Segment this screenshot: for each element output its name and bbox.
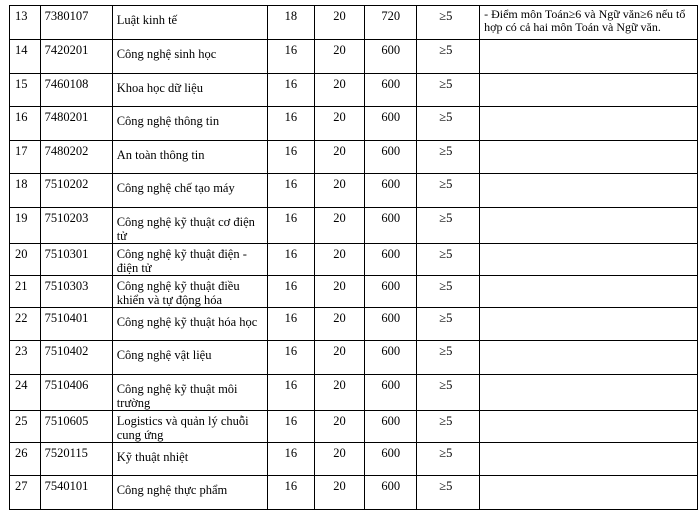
major-code-cell: 7520115 [40,442,112,476]
row-number-cell: 27 [10,476,41,510]
major-code-cell: 7510402 [40,341,112,375]
note-cell [480,442,698,476]
note-cell [480,140,698,174]
major-name-cell: Luật kinh tế [112,6,267,40]
score-b-cell: 20 [314,410,365,442]
major-name-cell: Công nghệ thực phẩm [112,476,267,510]
note-cell [480,374,698,410]
score-a-cell: 16 [267,140,314,174]
major-name-cell: Công nghệ kỹ thuật môi trường [112,374,267,410]
score-c-cell: 600 [365,73,417,107]
score-c-cell: 600 [365,341,417,375]
score-b-cell: 20 [314,107,365,141]
row-number-cell: 18 [10,174,41,208]
note-cell [480,207,698,243]
score-b-cell: 20 [314,476,365,510]
score-a-cell: 16 [267,374,314,410]
score-b-cell: 20 [314,307,365,341]
condition-cell: ≥5 [417,374,480,410]
major-name-cell: Công nghệ kỹ thuật điều khiển và tự động hóa [112,275,267,307]
condition-cell: ≥5 [417,140,480,174]
score-c-cell: 600 [365,40,417,74]
score-c-cell: 600 [365,174,417,208]
score-b-cell: 20 [314,341,365,375]
score-b-cell: 20 [314,275,365,307]
table-body [10,6,698,510]
note-cell [480,73,698,107]
condition-cell: ≥5 [417,40,480,74]
table-row [10,40,698,74]
major-code-cell: 7510202 [40,174,112,208]
score-c-cell: 600 [365,307,417,341]
table-row [10,73,698,107]
table-row [10,275,698,307]
score-b-cell: 20 [314,40,365,74]
table-row [10,107,698,141]
row-number-cell: 21 [10,275,41,307]
major-name-cell: Công nghệ kỹ thuật điện - điện tử [112,243,267,275]
score-a-cell: 16 [267,174,314,208]
major-code-cell: 7510303 [40,275,112,307]
condition-cell: ≥5 [417,275,480,307]
note-cell [480,243,698,275]
row-number-cell: 14 [10,40,41,74]
score-b-cell: 20 [314,6,365,40]
row-number-cell: 16 [10,107,41,141]
admission-table [9,5,698,510]
major-name-cell: Khoa học dữ liệu [112,73,267,107]
row-number-cell: 20 [10,243,41,275]
score-b-cell: 20 [314,207,365,243]
score-a-cell: 16 [267,73,314,107]
major-code-cell: 7510401 [40,307,112,341]
row-number-cell: 13 [10,6,41,40]
score-a-cell: 16 [267,307,314,341]
row-number-cell: 24 [10,374,41,410]
table-row [10,6,698,40]
condition-cell: ≥5 [417,410,480,442]
note-cell [480,107,698,141]
score-b-cell: 20 [314,442,365,476]
row-number-cell: 19 [10,207,41,243]
major-code-cell: 7510301 [40,243,112,275]
major-code-cell: 7380107 [40,6,112,40]
table-row [10,140,698,174]
major-code-cell: 7510406 [40,374,112,410]
major-code-cell: 7460108 [40,73,112,107]
major-name-cell: An toàn thông tin [112,140,267,174]
major-name-cell: Kỹ thuật nhiệt [112,442,267,476]
major-code-cell: 7540101 [40,476,112,510]
score-b-cell: 20 [314,174,365,208]
major-code-cell: 7480202 [40,140,112,174]
table-row [10,374,698,410]
score-a-cell: 16 [267,207,314,243]
table-row [10,442,698,476]
condition-cell: ≥5 [417,476,480,510]
condition-cell: ≥5 [417,107,480,141]
row-number-cell: 15 [10,73,41,107]
score-a-cell: 16 [267,107,314,141]
score-b-cell: 20 [314,243,365,275]
condition-cell: ≥5 [417,6,480,40]
condition-cell: ≥5 [417,307,480,341]
score-c-cell: 600 [365,476,417,510]
major-name-cell: Công nghệ chế tạo máy [112,174,267,208]
note-cell [480,476,698,510]
note-cell [480,174,698,208]
score-a-cell: 16 [267,476,314,510]
score-c-cell: 600 [365,140,417,174]
score-a-cell: 16 [267,40,314,74]
major-name-cell: Công nghệ sinh học [112,40,267,74]
table-row [10,410,698,442]
condition-cell: ≥5 [417,442,480,476]
score-c-cell: 720 [365,6,417,40]
score-b-cell: 20 [314,140,365,174]
major-name-cell: Logistics và quản lý chuỗi cung ứng [112,410,267,442]
note-cell [480,307,698,341]
condition-cell: ≥5 [417,174,480,208]
score-c-cell: 600 [365,442,417,476]
score-b-cell: 20 [314,73,365,107]
note-cell [480,40,698,74]
score-c-cell: 600 [365,243,417,275]
table-row [10,243,698,275]
score-a-cell: 18 [267,6,314,40]
table-row [10,341,698,375]
condition-cell: ≥5 [417,207,480,243]
table-row [10,307,698,341]
score-a-cell: 16 [267,275,314,307]
score-c-cell: 600 [365,107,417,141]
score-a-cell: 16 [267,341,314,375]
table-row [10,207,698,243]
major-name-cell: Công nghệ kỹ thuật hóa học [112,307,267,341]
table-row [10,476,698,510]
row-number-cell: 25 [10,410,41,442]
note-cell [480,275,698,307]
table-row [10,174,698,208]
major-name-cell: Công nghệ vật liệu [112,341,267,375]
major-code-cell: 7420201 [40,40,112,74]
condition-cell: ≥5 [417,341,480,375]
row-number-cell: 22 [10,307,41,341]
row-number-cell: 23 [10,341,41,375]
score-a-cell: 16 [267,243,314,275]
score-a-cell: 16 [267,442,314,476]
admission-table-sheet [9,5,698,510]
note-cell [480,341,698,375]
condition-cell: ≥5 [417,243,480,275]
score-a-cell: 16 [267,410,314,442]
major-name-cell: Công nghệ thông tin [112,107,267,141]
major-code-cell: 7510605 [40,410,112,442]
row-number-cell: 17 [10,140,41,174]
note-cell: - Điểm môn Toán≥6 và Ngữ văn≥6 nếu tổ hợp có cả hai môn Toán và Ngữ văn. [480,6,698,40]
major-name-cell: Công nghệ kỹ thuật cơ điện tử [112,207,267,243]
major-code-cell: 7480201 [40,107,112,141]
major-code-cell: 7510203 [40,207,112,243]
row-number-cell: 26 [10,442,41,476]
score-c-cell: 600 [365,374,417,410]
note-cell [480,410,698,442]
score-b-cell: 20 [314,374,365,410]
score-c-cell: 600 [365,275,417,307]
score-c-cell: 600 [365,410,417,442]
score-c-cell: 600 [365,207,417,243]
condition-cell: ≥5 [417,73,480,107]
